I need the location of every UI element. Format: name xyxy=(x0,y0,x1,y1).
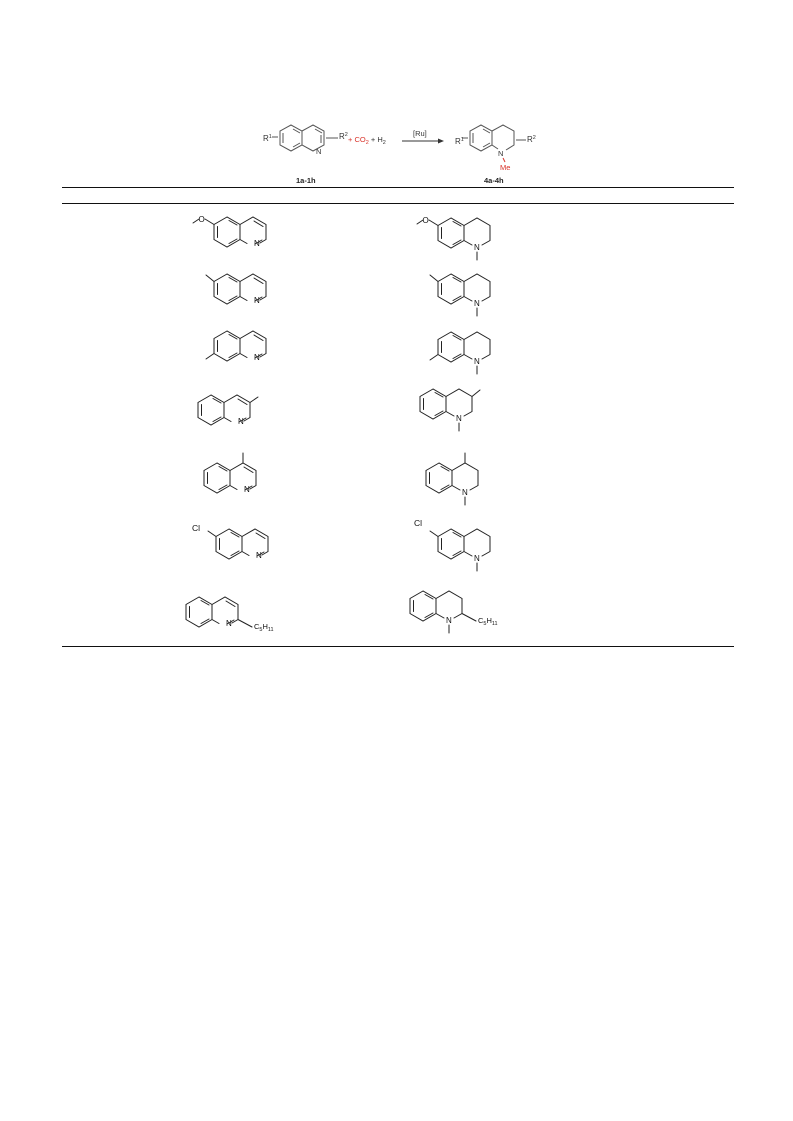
table-top-rule xyxy=(62,187,734,188)
substrate-structure xyxy=(192,523,268,560)
substrate-structure xyxy=(198,395,258,426)
substrate-structure xyxy=(206,274,266,305)
svg-text:N: N xyxy=(474,357,480,366)
substrate-structure xyxy=(186,597,274,633)
svg-text:C5H11: $C_5H_{11}$ xyxy=(254,622,274,633)
svg-text:C5H11: $C_5H_{11}$ xyxy=(478,616,498,627)
product-structure xyxy=(420,389,480,431)
svg-text:Cl: Cl xyxy=(192,523,201,533)
product-structure xyxy=(426,453,478,505)
svg-text:N: N xyxy=(462,488,468,497)
product-tetrahydroquinoline-structure xyxy=(462,125,526,162)
reaction-arrow xyxy=(402,139,444,144)
product-structure xyxy=(414,518,490,571)
scheme-reagents: + $CO_2 + H_2$ xyxy=(348,135,386,146)
svg-text:N: N xyxy=(474,243,480,252)
table-row xyxy=(206,331,490,374)
table-bottom-rule xyxy=(62,646,734,647)
scheme-r2-label: $R^2$ xyxy=(339,132,348,141)
product-n-label: N xyxy=(498,149,504,158)
svg-text:N: N xyxy=(474,554,480,563)
svg-text:Cl: Cl xyxy=(414,518,423,528)
reactant-compound-label: 1a-1h xyxy=(296,176,316,185)
product-structure xyxy=(417,216,490,260)
table-row xyxy=(204,453,478,505)
table-row xyxy=(206,274,490,316)
svg-text:O: O xyxy=(198,215,205,224)
product-r1-label: $R^1$ xyxy=(455,137,464,146)
svg-text:N: N xyxy=(446,616,452,625)
scheme-r1-label: $R^1$ xyxy=(263,134,272,143)
svg-text:N: N xyxy=(238,417,244,426)
svg-text:N: N xyxy=(244,485,250,494)
svg-text:N: N xyxy=(254,296,260,305)
product-r2-label: $R^2$ xyxy=(527,135,536,144)
substrate-structure xyxy=(204,453,256,494)
svg-text:N: N xyxy=(474,299,480,308)
svg-text:N: N xyxy=(254,239,260,248)
svg-text:O: O xyxy=(422,216,429,225)
substrate-structure xyxy=(193,215,266,248)
product-structure xyxy=(430,274,490,316)
substrate-structure xyxy=(206,331,266,362)
product-structure xyxy=(430,332,490,374)
svg-text:N: N xyxy=(254,353,260,362)
product-me-label: Me xyxy=(500,163,511,172)
svg-text:N: N xyxy=(226,619,232,628)
reaction-scheme xyxy=(0,0,793,190)
table-row xyxy=(192,518,490,571)
substrate-product-table xyxy=(0,204,793,646)
table-row xyxy=(198,389,480,431)
table-row xyxy=(193,215,490,260)
catalyst-label: [Ru] xyxy=(413,129,427,138)
product-compound-label: 4a-4h xyxy=(484,176,504,185)
table-row xyxy=(186,591,498,633)
scheme-n-label: N xyxy=(316,147,322,156)
svg-text:N: N xyxy=(256,551,262,560)
svg-text:N: N xyxy=(456,414,462,423)
reactant-quinoline-structure xyxy=(272,125,338,151)
product-structure xyxy=(410,591,498,633)
